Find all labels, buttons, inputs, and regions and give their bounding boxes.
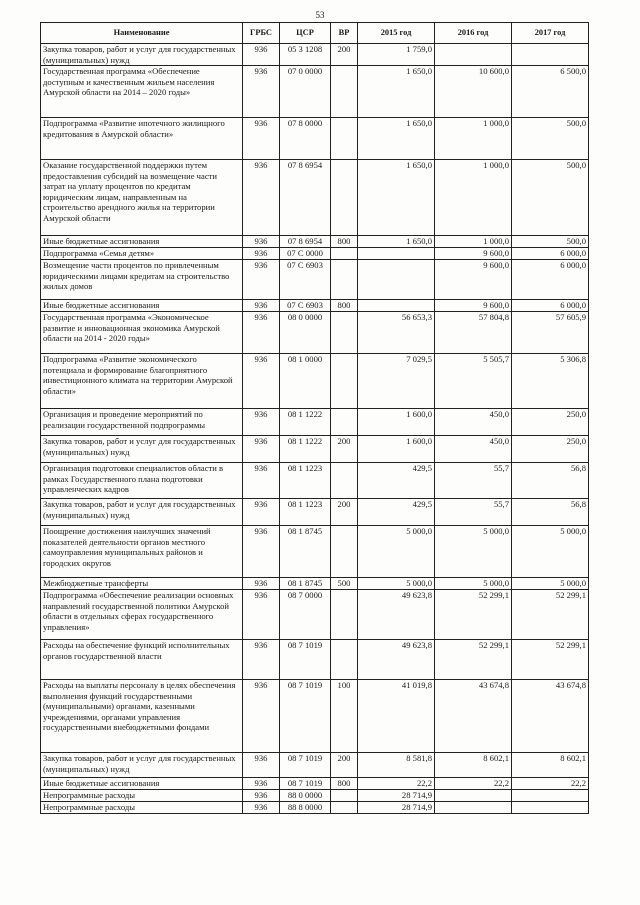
row-vr-cell: 800 xyxy=(331,300,358,312)
row-2016-cell: 22,2 xyxy=(435,778,512,790)
row-grbs-cell: 936 xyxy=(243,499,280,526)
row-2015-cell: 41 019,8 xyxy=(358,680,435,753)
row-grbs-cell: 936 xyxy=(243,590,280,640)
row-2015-cell: 1 600,0 xyxy=(358,409,435,436)
row-2016-cell: 55,7 xyxy=(435,499,512,526)
row-vr-cell xyxy=(331,260,358,300)
row-2016-cell: 5 000,0 xyxy=(435,578,512,590)
row-csr-cell: 08 0 0000 xyxy=(280,312,331,354)
row-csr-cell: 07 8 0000 xyxy=(280,118,331,160)
row-vr-cell xyxy=(331,66,358,118)
header-2016: 2016 год xyxy=(435,23,512,44)
page-number: 53 xyxy=(315,10,325,20)
table-row xyxy=(41,236,589,248)
row-2016-cell: 8 602,1 xyxy=(435,753,512,778)
row-2016-cell: 52 299,1 xyxy=(435,590,512,640)
table-row xyxy=(41,66,589,118)
row-grbs-cell: 936 xyxy=(243,44,280,66)
row-2015-cell: 28 714,9 xyxy=(358,790,435,802)
table-row xyxy=(41,526,589,578)
table-row xyxy=(41,260,589,300)
row-name-cell: Межбюджетные трансферты xyxy=(41,578,243,590)
header-csr: ЦСР xyxy=(280,23,331,44)
row-2017-cell: 52 299,1 xyxy=(512,640,589,680)
table-header-row xyxy=(41,23,589,44)
row-2016-cell: 450,0 xyxy=(435,436,512,463)
row-2016-cell: 1 000,0 xyxy=(435,118,512,160)
row-2017-cell: 56,8 xyxy=(512,463,589,499)
row-grbs-cell: 936 xyxy=(243,526,280,578)
row-name-cell: Подпрограмма «Обеспечение реализации основных направлений государственной политики Амурской области в отдельных сферах государственного управления» xyxy=(41,590,243,640)
row-grbs-cell: 936 xyxy=(243,778,280,790)
row-grbs-cell: 936 xyxy=(243,312,280,354)
row-2016-cell xyxy=(435,44,512,66)
row-csr-cell: 08 7 1019 xyxy=(280,753,331,778)
row-name-cell: Государственная программа «Экономическое развитие и инновационная экономика Амурской области на 2014 - 2020 годы» xyxy=(41,312,243,354)
row-name-cell: Организация и проведение мероприятий по реализации государственной подпрограммы xyxy=(41,409,243,436)
row-name-cell: Закупка товаров, работ и услуг для государственных (муниципальных) нужд xyxy=(41,44,243,66)
table-row xyxy=(41,160,589,236)
table-row xyxy=(41,499,589,526)
row-2017-cell: 250,0 xyxy=(512,409,589,436)
table-row xyxy=(41,300,589,312)
row-2015-cell: 1 650,0 xyxy=(358,118,435,160)
row-vr-cell: 800 xyxy=(331,236,358,248)
row-name-cell: Закупка товаров, работ и услуг для государственных (муниципальных) нужд xyxy=(41,753,243,778)
row-name-cell: Организация подготовки специалистов области в рамках Государственного плана подготовки управленческих кадров xyxy=(41,463,243,499)
table-body xyxy=(41,44,589,814)
row-2016-cell xyxy=(435,790,512,802)
row-csr-cell: 08 1 8745 xyxy=(280,578,331,590)
row-name-cell: Иные бюджетные ассигнования xyxy=(41,778,243,790)
table-row xyxy=(41,802,589,814)
row-2016-cell: 52 299,1 xyxy=(435,640,512,680)
table-row xyxy=(41,409,589,436)
row-csr-cell: 07 С 6903 xyxy=(280,300,331,312)
row-name-cell: Расходы на выплаты персоналу в целях обеспечения выполнения функций государственными (муниципальными) органами, казенными учреждениями, органами управления государственными внебюджетными фондами xyxy=(41,680,243,753)
row-2015-cell: 22,2 xyxy=(358,778,435,790)
row-grbs-cell: 936 xyxy=(243,463,280,499)
row-vr-cell: 500 xyxy=(331,578,358,590)
row-grbs-cell: 936 xyxy=(243,260,280,300)
row-vr-cell: 800 xyxy=(331,778,358,790)
row-grbs-cell: 936 xyxy=(243,640,280,680)
row-vr-cell xyxy=(331,160,358,236)
row-2016-cell: 450,0 xyxy=(435,409,512,436)
row-2017-cell: 22,2 xyxy=(512,778,589,790)
row-2015-cell: 8 581,8 xyxy=(358,753,435,778)
row-vr-cell xyxy=(331,118,358,160)
row-2017-cell: 8 602,1 xyxy=(512,753,589,778)
header-name: Наименование xyxy=(41,23,243,44)
row-grbs-cell: 936 xyxy=(243,354,280,409)
header-vr: ВР xyxy=(331,23,358,44)
row-2017-cell: 500,0 xyxy=(512,160,589,236)
table-row xyxy=(41,578,589,590)
row-csr-cell: 07 С 6903 xyxy=(280,260,331,300)
row-2016-cell: 9 600,0 xyxy=(435,248,512,260)
table-row xyxy=(41,354,589,409)
row-csr-cell: 88 8 0000 xyxy=(280,802,331,814)
row-2017-cell: 6 000,0 xyxy=(512,260,589,300)
row-2015-cell: 1 650,0 xyxy=(358,236,435,248)
row-vr-cell xyxy=(331,312,358,354)
row-grbs-cell: 936 xyxy=(243,578,280,590)
row-csr-cell: 08 1 1223 xyxy=(280,463,331,499)
row-name-cell: Оказание государственной поддержки путем предоставления субсидий на возмещение части затрат на уплату процентов по кредитам юридическим лицам, направленным на строительство арендного жилья на территории Амурской области xyxy=(41,160,243,236)
row-name-cell: Иные бюджетные ассигнования xyxy=(41,236,243,248)
row-name-cell: Иные бюджетные ассигнования xyxy=(41,300,243,312)
table-row xyxy=(41,590,589,640)
row-csr-cell: 07 С 0000 xyxy=(280,248,331,260)
header-2017: 2017 год xyxy=(512,23,589,44)
row-grbs-cell: 936 xyxy=(243,753,280,778)
row-vr-cell xyxy=(331,802,358,814)
row-csr-cell: 08 7 1019 xyxy=(280,640,331,680)
row-vr-cell xyxy=(331,526,358,578)
row-vr-cell xyxy=(331,590,358,640)
header-grbs: ГРБС xyxy=(243,23,280,44)
row-csr-cell: 08 1 8745 xyxy=(280,526,331,578)
row-2016-cell: 1 000,0 xyxy=(435,236,512,248)
row-csr-cell: 07 0 0000 xyxy=(280,66,331,118)
row-2016-cell: 10 600,0 xyxy=(435,66,512,118)
row-2017-cell: 5 000,0 xyxy=(512,526,589,578)
row-2015-cell: 5 000,0 xyxy=(358,578,435,590)
row-name-cell: Поощрение достижения наилучших значений показателей деятельности органов местного самоуправления муниципальных районов и городских округов xyxy=(41,526,243,578)
row-2017-cell xyxy=(512,802,589,814)
table-row xyxy=(41,790,589,802)
table-row xyxy=(41,248,589,260)
row-name-cell: Подпрограмма «Развитие экономического потенциала и формирование благоприятного инвестиционного климата на территории Амурской области» xyxy=(41,354,243,409)
row-grbs-cell: 936 xyxy=(243,680,280,753)
row-name-cell: Непрограммные расходы xyxy=(41,790,243,802)
row-csr-cell: 07 8 6954 xyxy=(280,236,331,248)
row-vr-cell: 200 xyxy=(331,499,358,526)
row-vr-cell xyxy=(331,248,358,260)
row-2017-cell: 56,8 xyxy=(512,499,589,526)
row-2015-cell: 1 759,0 xyxy=(358,44,435,66)
row-2015-cell: 1 600,0 xyxy=(358,436,435,463)
row-2015-cell: 28 714,9 xyxy=(358,802,435,814)
row-2015-cell: 5 000,0 xyxy=(358,526,435,578)
table-row xyxy=(41,753,589,778)
row-2017-cell: 5 000,0 xyxy=(512,578,589,590)
row-grbs-cell: 936 xyxy=(243,436,280,463)
row-2016-cell: 55,7 xyxy=(435,463,512,499)
row-name-cell: Закупка товаров, работ и услуг для государственных (муниципальных) нужд xyxy=(41,499,243,526)
row-vr-cell: 200 xyxy=(331,753,358,778)
table-row xyxy=(41,118,589,160)
row-2015-cell: 49 623,8 xyxy=(358,640,435,680)
row-grbs-cell: 936 xyxy=(243,66,280,118)
row-2015-cell: 1 650,0 xyxy=(358,160,435,236)
row-2016-cell: 1 000,0 xyxy=(435,160,512,236)
row-2015-cell xyxy=(358,300,435,312)
row-2017-cell: 57 605,9 xyxy=(512,312,589,354)
row-grbs-cell: 936 xyxy=(243,409,280,436)
row-2015-cell: 49 623,8 xyxy=(358,590,435,640)
row-vr-cell xyxy=(331,463,358,499)
row-csr-cell: 08 1 1223 xyxy=(280,499,331,526)
row-2015-cell: 7 029,5 xyxy=(358,354,435,409)
row-csr-cell: 08 1 0000 xyxy=(280,354,331,409)
row-vr-cell: 100 xyxy=(331,680,358,753)
row-grbs-cell: 936 xyxy=(243,248,280,260)
row-grbs-cell: 936 xyxy=(243,160,280,236)
row-csr-cell: 08 7 1019 xyxy=(280,778,331,790)
row-vr-cell xyxy=(331,354,358,409)
row-name-cell: Возмещение части процентов по привлеченным юридическими лицами кредитам на строительство жилых домов xyxy=(41,260,243,300)
row-vr-cell: 200 xyxy=(331,44,358,66)
row-2016-cell: 57 804,8 xyxy=(435,312,512,354)
table-row xyxy=(41,778,589,790)
row-csr-cell: 08 1 1222 xyxy=(280,409,331,436)
row-2015-cell: 56 653,3 xyxy=(358,312,435,354)
row-2017-cell: 250,0 xyxy=(512,436,589,463)
row-2017-cell: 6 000,0 xyxy=(512,300,589,312)
row-grbs-cell: 936 xyxy=(243,790,280,802)
table-row xyxy=(41,436,589,463)
row-csr-cell: 07 8 6954 xyxy=(280,160,331,236)
row-grbs-cell: 936 xyxy=(243,300,280,312)
row-csr-cell: 05 3 1208 xyxy=(280,44,331,66)
row-2015-cell: 429,5 xyxy=(358,463,435,499)
row-2015-cell xyxy=(358,248,435,260)
row-2017-cell: 500,0 xyxy=(512,236,589,248)
row-grbs-cell: 936 xyxy=(243,802,280,814)
row-2016-cell: 43 674,8 xyxy=(435,680,512,753)
row-2017-cell: 52 299,1 xyxy=(512,590,589,640)
row-csr-cell: 08 7 1019 xyxy=(280,680,331,753)
row-vr-cell xyxy=(331,640,358,680)
row-2017-cell: 500,0 xyxy=(512,118,589,160)
row-vr-cell xyxy=(331,409,358,436)
row-2017-cell xyxy=(512,790,589,802)
header-2015: 2015 год xyxy=(358,23,435,44)
row-name-cell: Расходы на обеспечение функций исполнительных органов государственной власти xyxy=(41,640,243,680)
row-2017-cell: 5 306,8 xyxy=(512,354,589,409)
row-name-cell: Подпрограмма «Семья детям» xyxy=(41,248,243,260)
row-vr-cell: 200 xyxy=(331,436,358,463)
row-csr-cell: 88 0 0000 xyxy=(280,790,331,802)
table-row xyxy=(41,44,589,66)
row-csr-cell: 08 7 0000 xyxy=(280,590,331,640)
row-name-cell: Подпрограмма «Развитие ипотечного жилищного кредитования в Амурской области» xyxy=(41,118,243,160)
row-2017-cell: 6 500,0 xyxy=(512,66,589,118)
table-row xyxy=(41,640,589,680)
row-2015-cell: 1 650,0 xyxy=(358,66,435,118)
row-vr-cell xyxy=(331,790,358,802)
row-2017-cell: 43 674,8 xyxy=(512,680,589,753)
row-2015-cell: 429,5 xyxy=(358,499,435,526)
row-grbs-cell: 936 xyxy=(243,118,280,160)
table-row xyxy=(41,463,589,499)
row-2016-cell: 9 600,0 xyxy=(435,260,512,300)
row-2016-cell: 5 000,0 xyxy=(435,526,512,578)
row-name-cell: Закупка товаров, работ и услуг для государственных (муниципальных) нужд xyxy=(41,436,243,463)
row-csr-cell: 08 1 1222 xyxy=(280,436,331,463)
row-2016-cell: 9 600,0 xyxy=(435,300,512,312)
row-grbs-cell: 936 xyxy=(243,236,280,248)
row-2017-cell: 6 000,0 xyxy=(512,248,589,260)
table-row xyxy=(41,680,589,753)
row-2017-cell xyxy=(512,44,589,66)
row-2015-cell xyxy=(358,260,435,300)
row-2016-cell xyxy=(435,802,512,814)
row-name-cell: Непрограммные расходы xyxy=(41,802,243,814)
row-name-cell: Государственная программа «Обеспечение доступным и качественным жильем населения Амурской области на 2014 – 2020 годы» xyxy=(41,66,243,118)
row-2016-cell: 5 505,7 xyxy=(435,354,512,409)
table-row xyxy=(41,312,589,354)
budget-table xyxy=(40,22,589,814)
